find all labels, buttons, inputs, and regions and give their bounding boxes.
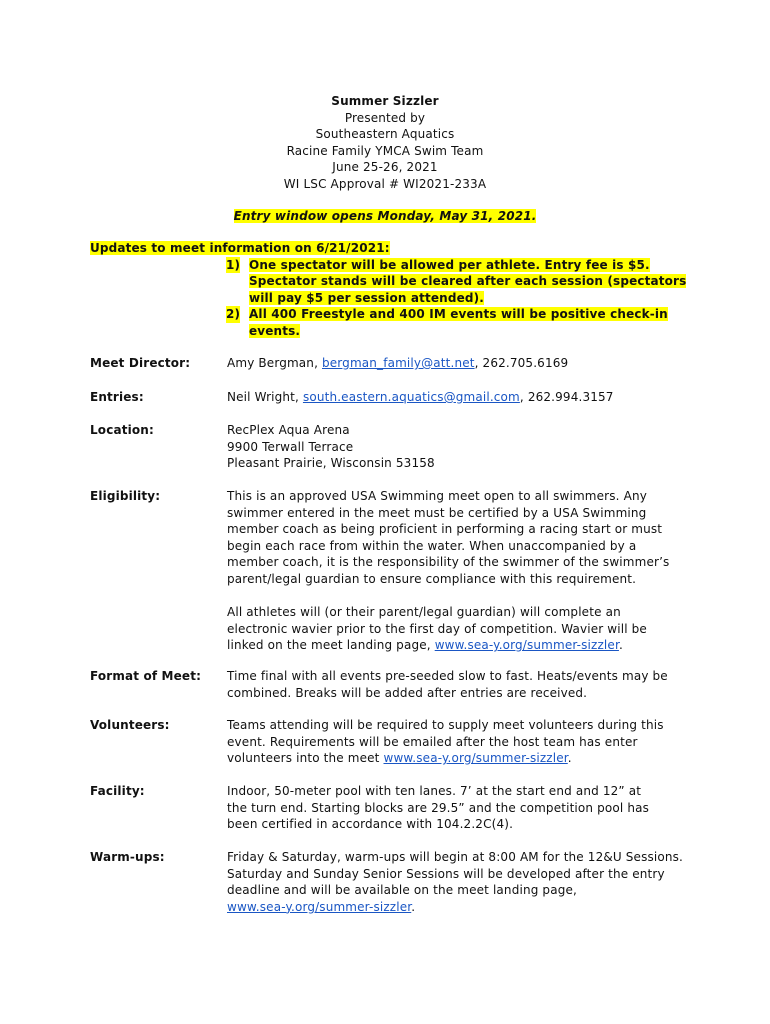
meet-landing-page-link[interactable]: www.sea-y.org/summer-sizzler <box>383 751 568 766</box>
location-street: 9900 Terwall Terrace <box>227 439 354 454</box>
text-line: Indoor, 50-meter pool with ten lanes. 7’ at the start end and 12” at <box>227 784 642 798</box>
text-line: parent/legal guardian to ensure compliance with this requirement. <box>227 571 637 586</box>
text-line: the turn end. Starting blocks are 29.5” and the competition pool has <box>227 800 649 815</box>
text-line: Teams attending will be required to supply meet volunteers during this <box>227 718 664 732</box>
entries-phone: , 262.994.3157 <box>519 390 614 404</box>
update-line: will pay $5 per session attended). <box>249 290 484 305</box>
eligibility-label: Eligibility: <box>90 489 161 503</box>
entries-email-link[interactable]: south.eastern.aquatics@gmail.com <box>302 390 520 404</box>
location-label: Location: <box>90 423 154 437</box>
meet-landing-page-link[interactable]: www.sea-y.org/summer-sizzler <box>434 638 619 653</box>
entry-window-text: Entry window opens Monday, May 31, 2021. <box>233 209 537 223</box>
meet-director-phone: , 262.705.6169 <box>474 356 569 370</box>
entry-window-notice <box>0 208 770 225</box>
updates-title: Updates to meet information on 6/21/2021: <box>90 241 390 255</box>
text-line: combined. Breaks will be added after entries are received. <box>227 685 588 700</box>
entries-label: Entries: <box>90 390 144 404</box>
text-line: linked on the meet landing page, <box>227 638 435 653</box>
host-org: Southeastern Aquatics <box>315 127 455 142</box>
text-line: Saturday and Sunday Senior Sessions will be developed after the entry <box>227 866 665 881</box>
text-line: electronic wavier prior to the first day of competition. Wavier will be <box>227 621 647 636</box>
meet-dates: June 25-26, 2021 <box>332 160 438 175</box>
facility-label: Facility: <box>90 784 145 798</box>
warmups-label: Warm-ups: <box>90 850 165 864</box>
period: . <box>618 638 623 653</box>
presented-by: Presented by <box>344 110 426 125</box>
entries-name: Neil Wright, <box>227 390 303 404</box>
update-line: Spectator stands will be cleared after each session (spectators <box>249 274 687 289</box>
text-line: All athletes will (or their parent/legal guardian) will complete an <box>227 605 621 620</box>
text-line: volunteers into the meet <box>227 751 384 766</box>
lsc-approval: WI LSC Approval # WI2021-233A <box>283 176 487 191</box>
text-line: been certified in accordance with 104.2.2C(4). <box>227 817 514 832</box>
meet-director-name: Amy Bergman, <box>227 356 322 370</box>
meet-landing-page-link[interactable]: www.sea-y.org/summer-sizzler <box>227 899 412 914</box>
waiver-paragraph <box>227 604 687 654</box>
period: . <box>567 751 572 766</box>
meet-director-email-link[interactable]: bergman_family@att.net <box>322 356 475 370</box>
location-city: Pleasant Prairie, Wisconsin 53158 <box>227 456 435 471</box>
meet-title: Summer Sizzler <box>331 94 439 108</box>
period: . <box>411 899 416 914</box>
updates-section <box>90 240 690 340</box>
update-line: events. <box>249 323 301 338</box>
text-line: member coach as being proficient in performing a racing start or must <box>227 522 663 537</box>
location-venue: RecPlex Aqua Arena <box>227 423 350 437</box>
text-line: Friday & Saturday, warm-ups will begin at 8:00 AM for the 12&U Sessions. <box>227 850 683 864</box>
update-number: 2) <box>226 307 241 322</box>
text-line: This is an approved USA Swimming meet open to all swimmers. Any <box>227 489 647 503</box>
meet-director-label: Meet Director: <box>90 356 191 370</box>
text-line: member coach, it is the responsibility of the swimmer of the swimmer’s <box>227 555 670 570</box>
update-line: All 400 Freestyle and 400 IM events will be positive check-in <box>249 307 668 322</box>
update-item <box>90 257 690 307</box>
eligibility-paragraph <box>227 488 687 588</box>
host-team: Racine Family YMCA Swim Team <box>286 143 484 158</box>
text-line: begin each race from within the water. When unaccompanied by a <box>227 538 637 553</box>
update-line: One spectator will be allowed per athlete. Entry fee is $5. <box>249 257 650 272</box>
volunteers-label: Volunteers: <box>90 718 170 732</box>
update-item <box>90 306 690 339</box>
format-label: Format of Meet: <box>90 669 202 683</box>
text-line: deadline and will be available on the meet landing page, <box>227 883 577 898</box>
update-number: 1) <box>226 257 241 272</box>
text-line: swimmer entered in the meet must be certified by a USA Swimming <box>227 505 647 520</box>
text-line: event. Requirements will be emailed after the host team has enter <box>227 734 638 749</box>
meet-header <box>0 93 770 193</box>
text-line: Time final with all events pre-seeded slow to fast. Heats/events may be <box>227 669 668 683</box>
